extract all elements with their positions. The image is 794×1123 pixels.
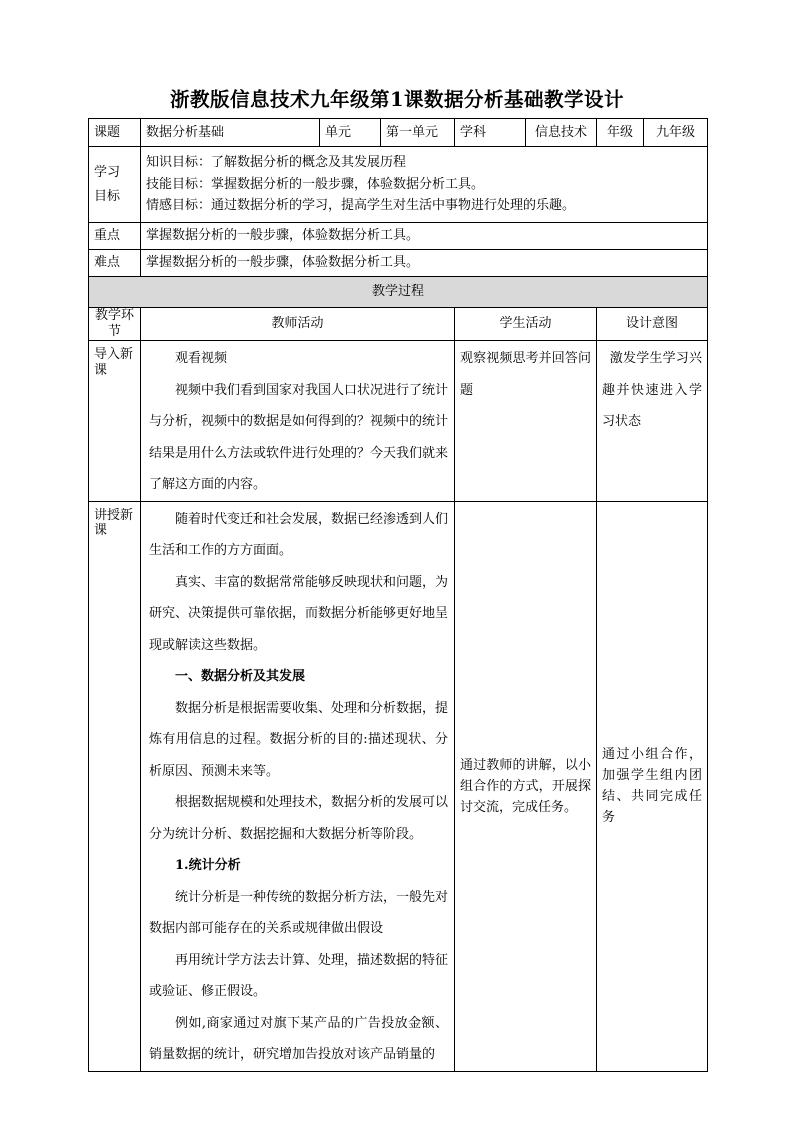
intro-teacher [141, 341, 455, 502]
lecture-student-text: 通过教师的讲解，以小组合作的方式，开展探讨交流，完成任务。 [460, 757, 591, 815]
intro-intent [597, 341, 708, 502]
process-header: 教学过程 [89, 277, 708, 308]
lecture-p3: 数据分析是根据需要收集、处理和分析数据，提炼有用信息的过程。数据分析的目的:描述现状、分析原因、预测未来等。 [149, 700, 449, 779]
intro-intent-text: 激发学生学习兴趣并快速进入学习状态 [602, 351, 702, 429]
document-title: 浙教版信息技术九年级第1课数据分析基础教学设计 [169, 88, 625, 111]
goals-content [141, 147, 708, 223]
key-point-value: 掌握数据分析的一般步骤，体验数据分析工具。 [141, 223, 708, 250]
info-row [89, 119, 708, 147]
intro-teacher-p2: 视频中我们看到国家对我国人口状况进行了统计与分析，视频中的数据是如何得到的？视频中的统计结果是用什么方法或软件进行处理的？今天我们就来了解这方面的内容。 [149, 382, 449, 492]
goals-label [89, 147, 141, 223]
intro-row [89, 341, 708, 502]
emotion-goal: 情感目标：通过数据分析的学习，提高学生对生活中事物进行处理的乐趣。 [146, 198, 576, 214]
skill-goal: 技能目标：掌握数据分析的一般步骤，体验数据分析工具。 [146, 176, 485, 192]
difficulty-value: 掌握数据分析的一般步骤，体验数据分析工具。 [141, 250, 708, 277]
lecture-heading-2: 1.统计分析 [175, 858, 241, 873]
difficulty-label: 难点 [89, 250, 141, 277]
difficulty-row [89, 250, 708, 277]
process-header-row [89, 277, 708, 308]
unit-label: 单元 [320, 119, 381, 147]
lesson-plan-table [88, 118, 708, 1072]
key-point-label: 重点 [89, 223, 141, 250]
lecture-p6: 再用统计学方法去计算、处理，描述数据的特征或验证、修正假设。 [149, 952, 449, 999]
lecture-teacher [141, 501, 455, 1071]
lecture-p2: 真实、丰富的数据常常能够反映现状和问题，为研究、决策提供可靠依据，而数据分析能够更好地呈现或解读这些数据。 [149, 574, 449, 653]
goals-label-line1: 学习 [94, 164, 121, 180]
goals-row [89, 147, 708, 223]
col-intent-header: 设计意图 [597, 308, 708, 341]
subject-value: 信息技术 [526, 119, 597, 147]
intro-student [455, 341, 597, 502]
topic-value: 数据分析基础 [141, 119, 320, 147]
column-header-row [89, 308, 708, 341]
intro-student-text: 观察视频思考并回答问题 [460, 351, 591, 398]
lecture-intent [597, 501, 708, 1071]
lecture-p5: 统计分析是一种传统的数据分析方法，一般先对数据内部可能存在的关系或规律做出假设 [149, 889, 449, 936]
lecture-row [89, 501, 708, 1071]
grade-label: 年级 [597, 119, 644, 147]
lecture-p4: 根据数据规模和处理技术，数据分析的发展可以分为统计分析、数据挖掘和大数据分析等阶段。 [149, 795, 449, 842]
key-point-row [89, 223, 708, 250]
intro-teacher-p1: 观看视频 [175, 351, 228, 366]
lecture-stage: 讲授新课 [89, 501, 141, 1071]
grade-value: 九年级 [644, 119, 708, 147]
lecture-p1: 随着时代变迁和社会发展，数据已经渗透到人们生活和工作的方方面面。 [149, 511, 449, 558]
lecture-student [455, 501, 597, 1071]
unit-value: 第一单元 [381, 119, 455, 147]
topic-label: 课题 [89, 119, 141, 147]
col-student-header: 学生活动 [455, 308, 597, 341]
subject-label: 学科 [455, 119, 526, 147]
intro-stage: 导入新课 [89, 341, 141, 502]
col-stage-header: 教学环节 [89, 308, 141, 341]
lecture-intent-text: 通过小组合作，加强学生组内团结、共同完成任务 [602, 747, 702, 825]
col-teacher-header: 教师活动 [141, 308, 455, 341]
goals-label-line2: 目标 [94, 188, 121, 204]
lecture-p7: 例如,商家通过对旗下某产品的广告投放金额、销量数据的统计，研究增加告投放对该产品销量的 [149, 1015, 448, 1062]
lecture-heading-1: 一、数据分析及其发展 [175, 669, 306, 684]
knowledge-goal: 知识目标：了解数据分析的概念及其发展历程 [146, 155, 407, 171]
